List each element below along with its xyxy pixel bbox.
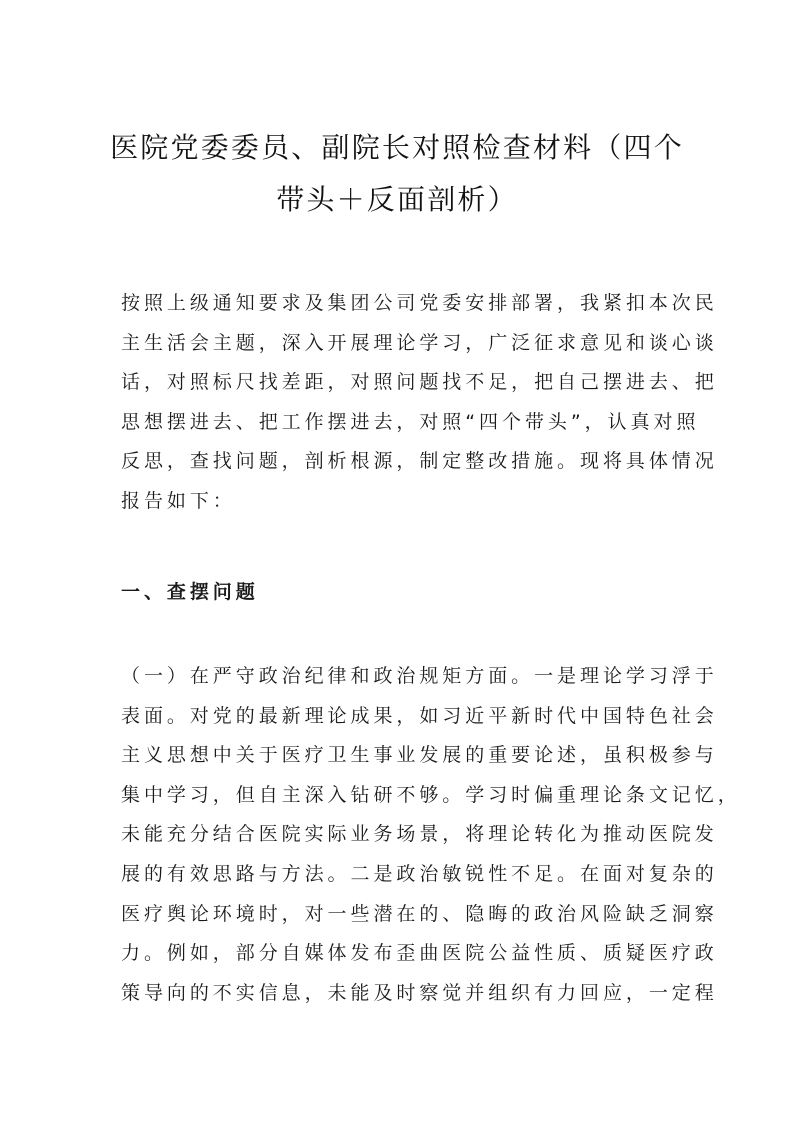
intro-paragraph (121, 284, 718, 522)
paragraph-line: 集中学习，但自主深入钻研不够。学习时偏重理论条文记忆， (121, 783, 741, 806)
paragraph-line: 未能充分结合医院实际业务场景，将理论转化为推动医院发 (121, 823, 718, 846)
paragraph-line: 表面。对党的最新理论成果，如习近平新时代中国特色社会 (121, 704, 718, 727)
problem-paragraph-1 (121, 657, 741, 1013)
intro-line: 反思，查找问题，剖析根源，制定整改措施。现将具体情况 (121, 450, 718, 473)
intro-line: 报告如下： (121, 489, 236, 512)
intro-line: 话，对照标尺找差距，对照问题找不足，把自己摆进去、把 (121, 371, 718, 394)
paragraph-line: 医疗舆论环境时，对一些潜在的、隐晦的政治风险缺乏洞察 (121, 902, 718, 925)
intro-line: 按照上级通知要求及集团公司党委安排部署，我紧扣本次民 (121, 292, 718, 314)
intro-line: 思想摆进去、把工作摆进去，对照“四个带头”，认真对照 (121, 410, 700, 433)
document-title (110, 122, 684, 226)
section-heading (121, 573, 677, 613)
title-line-1: 医院党委委员、副院长对照检查材料（四个 (110, 131, 684, 164)
paragraph-line: 主义思想中关于医疗卫生事业发展的重要论述，虽积极参与 (121, 744, 718, 767)
paragraph-line: （一）在严守政治纪律和政治规矩方面。一是理论学习浮于 (121, 665, 718, 687)
paragraph-line: 策导向的不实信息，未能及时察觉并组织有力回应，一定程 (121, 981, 718, 1004)
paragraph-line: 力。例如，部分自媒体发布歪曲医院公益性质、质疑医疗政 (121, 942, 718, 965)
title-line-2: 带头＋反面剖析） (276, 183, 518, 216)
paragraph-line: 展的有效思路与方法。二是政治敏锐性不足。在面对复杂的 (121, 862, 718, 885)
intro-line: 主生活会主题，深入开展理论学习，广泛征求意见和谈心谈 (121, 331, 718, 354)
section-heading-text: 一、查摆问题 (121, 581, 259, 603)
